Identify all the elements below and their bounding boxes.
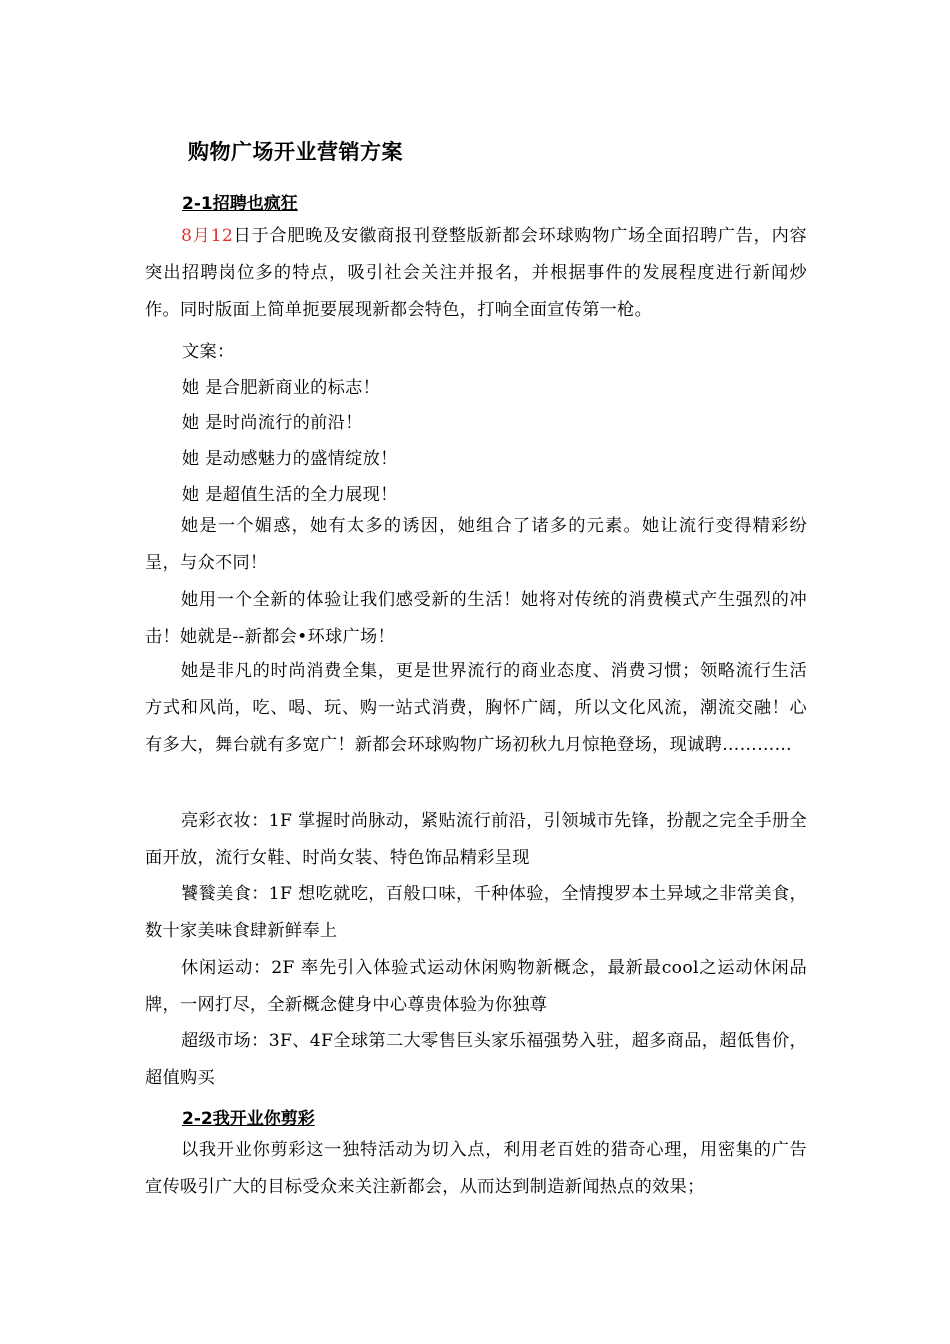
body-paragraph: 她是一个媚惑，她有太多的诱因，她组合了诸多的元素。她让流行变得精彩纷呈，与众不同！ — [145, 516, 807, 573]
slogan-line: 她 是时尚流行的前沿！ — [182, 413, 363, 433]
section-heading-recruitment: 2-1招聘也疯狂 — [182, 194, 298, 214]
slogan-line: 她 是合肥新商业的标志！ — [182, 378, 381, 398]
body-paragraph: 亮彩衣妆：1F 掌握时尚脉动，紧贴流行前沿，引领城市先锋，扮靓之完全手册全面开放，流行女鞋、时尚女装、特色饰品精彩呈现 — [145, 811, 807, 868]
body-paragraph: 饕餮美食：1F 想吃就吃，百般口味，千种体验，全情搜罗本土异域之非常美食，数十家美味食肆新鲜奉上 — [145, 884, 807, 941]
copy-label: 文案： — [182, 342, 235, 362]
body-paragraph: 她是非凡的时尚消费全集，更是世界流行的商业态度、消费习惯；领略流行生活方式和风尚，吃、喝、玩、购一站式消费，胸怀广阔，所以文化风流，潮流交融！心有多大，舞台就有多宽广！新都会环球购物广场初秋九月惊艳登场，现诚聘………… — [145, 661, 807, 755]
intro-text: 日于合肥晚及安徽商报刊登整版新都会环球购物广场全面招聘广告，内容突出招聘岗位多的特点，吸引社会关注并报名，并根据事件的发展程度进行新闻炒作。同时版面上简单扼要展现新都会特色，打响全面宣传第一枪。 — [145, 226, 807, 320]
section-heading-ribbon-cutting: 2-2我开业你剪彩 — [182, 1109, 315, 1129]
slogan-line: 她 是动感魅力的盛情绽放！ — [182, 449, 398, 469]
body-paragraph: 她用一个全新的体验让我们感受新的生活！她将对传统的消费模式产生强烈的冲击！她就是--新都会•环球广场！ — [145, 590, 807, 647]
intro-paragraph — [145, 218, 807, 329]
date-highlight: 8月12 — [181, 226, 234, 246]
document-title: 购物广场开业营销方案 — [188, 140, 403, 164]
body-paragraph: 休闲运动：2F 率先引入体验式运动休闲购物新概念，最新最cool之运动休闲品牌，一网打尽，全新概念健身中心尊贵体验为你独尊 — [145, 958, 807, 1015]
slogan-line: 她 是超值生活的全力展现！ — [182, 485, 398, 505]
body-paragraph: 超级市场：3F、4F全球第二大零售巨头家乐福强势入驻，超多商品，超低售价，超值购买 — [145, 1031, 807, 1088]
body-paragraph: 以我开业你剪彩这一独特活动为切入点，利用老百姓的猎奇心理，用密集的广告宣传吸引广大的目标受众来关注新都会，从而达到制造新闻热点的效果； — [145, 1140, 807, 1197]
